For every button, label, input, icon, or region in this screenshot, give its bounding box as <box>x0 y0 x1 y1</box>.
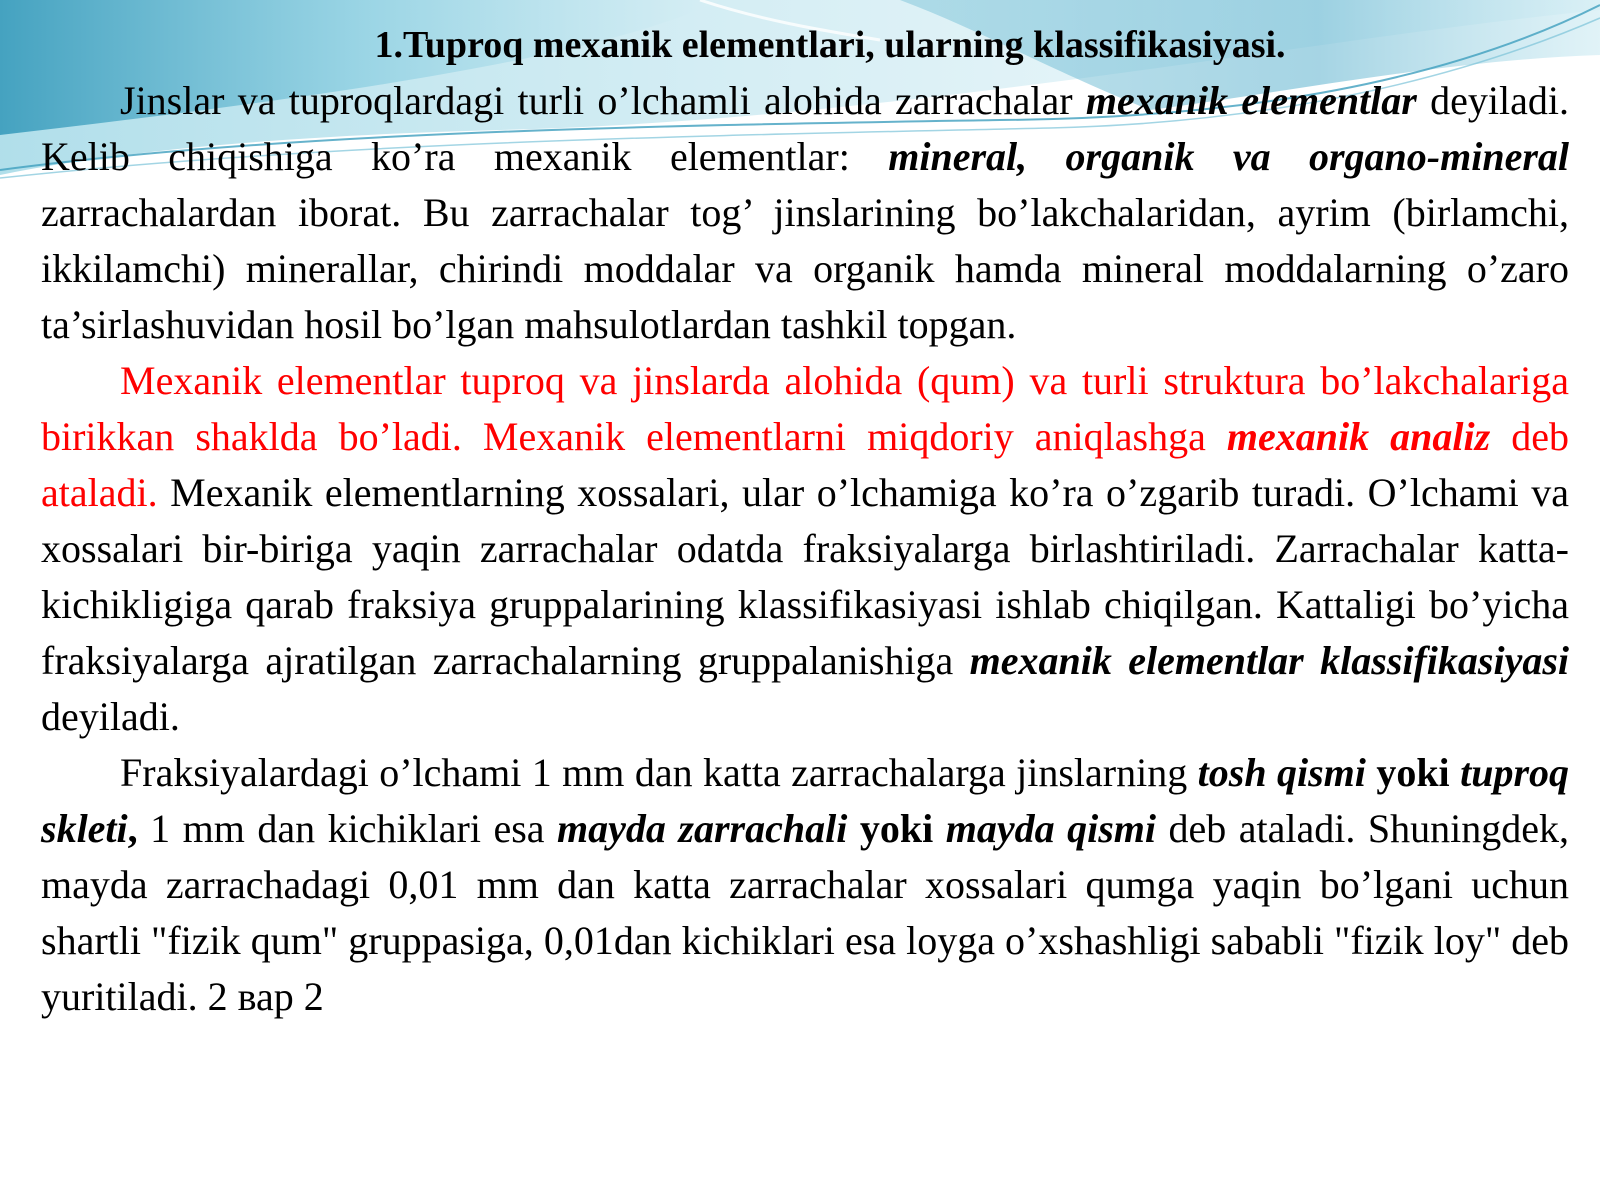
text-run: Fraksiyalardagi o’lchami 1 mm dan katta zarrachalarga jinslarning <box>120 750 1198 795</box>
text-run: Jinslar va tuproqlardagi turli o’lchamli alohida zarrachalar <box>120 78 1086 123</box>
term-mayda-zarrachali: mayda zarrachali <box>557 806 848 851</box>
text-run <box>933 806 946 851</box>
text-run: deb ataladi. Shuningdek, mayda zarrachadagi 0,01 mm dan katta zarrachalar xossalari qumga yaqin bo’lgani uchun shartli "fizik qum" gruppasiga, 0,01dan kichiklari esa loyga o’xshashligi sababli "fizik loy" deb yuritiladi. 2 вар 2 <box>41 806 1570 1019</box>
text-run: Mexanik elementlarning xossalari, ular o’lchamiga ko’ra o’zgarib turadi. O’lchami va xossalari bir-biriga yaqin zarrachalar odatda fraksiyalarga birlashtiriladi. Zarrachalar katta-kichikligiga qarab fraksiya gruppalarining klassifikasiyasi ishlab chiqilgan. Kattaligi bo’yicha fraksiyalarga ajratilgan zarrachalarning gruppalanishiga <box>41 470 1569 683</box>
text-run <box>1366 750 1376 795</box>
term-mexanik-elementlar: mexanik elementlar <box>1085 78 1417 123</box>
text-run: zarrachalardan iborat. Bu zarrachalar tog’ jinslarining bo’lakchalaridan, ayrim (birlamchi, ikkilamchi) minerallar, chirindi moddalar va organik hamda mineral moddalarning o’zaro ta’sirlashuvidan hosil bo’lgan mahsulotlardan tashkil topgan. <box>41 190 1569 347</box>
paragraph-1 <box>41 73 1569 353</box>
term-mineral-organik: mineral, organik va organo-mineral <box>888 134 1570 179</box>
highlight-text: Mexanik elementlar tuproq va jinslarda alohida (qum) va turli struktura bo’lakchalariga birikkan shaklda bo’ladi. Mexanik elementlarni miqdoriy aniqlashga <box>41 358 1569 459</box>
text-run <box>847 806 860 851</box>
term-yoki: yoki <box>859 806 934 851</box>
term-mayda-qismi: mayda qismi <box>945 806 1157 851</box>
text-run: deyiladi. Kelib chiqishiga ko’ra mexanik elementlar: <box>41 78 1569 179</box>
slide-body <box>41 73 1569 1025</box>
term-mexanik-analiz: mexanik analiz <box>1226 414 1491 459</box>
comma: , <box>127 806 138 851</box>
text-run: 1 mm dan kichiklari esa <box>137 806 558 851</box>
paragraph-2 <box>41 353 1569 745</box>
text-run: deyiladi. <box>41 694 180 739</box>
term-tosh-qismi: tosh qismi <box>1197 750 1366 795</box>
slide-title: 1.Tuproq mexanik elementlari, ularning klassifikasiyasi. <box>374 24 1286 66</box>
term-yoki: yoki <box>1376 750 1450 795</box>
text-run <box>1450 750 1460 795</box>
highlight-text: deb ataladi. <box>41 414 1569 515</box>
term-klassifikasiyasi: mexanik elementlar klassifikasiyasi <box>969 638 1569 683</box>
term-tuproq-skleti: tuproq skleti <box>41 750 1570 851</box>
paragraph-3 <box>41 745 1569 1025</box>
